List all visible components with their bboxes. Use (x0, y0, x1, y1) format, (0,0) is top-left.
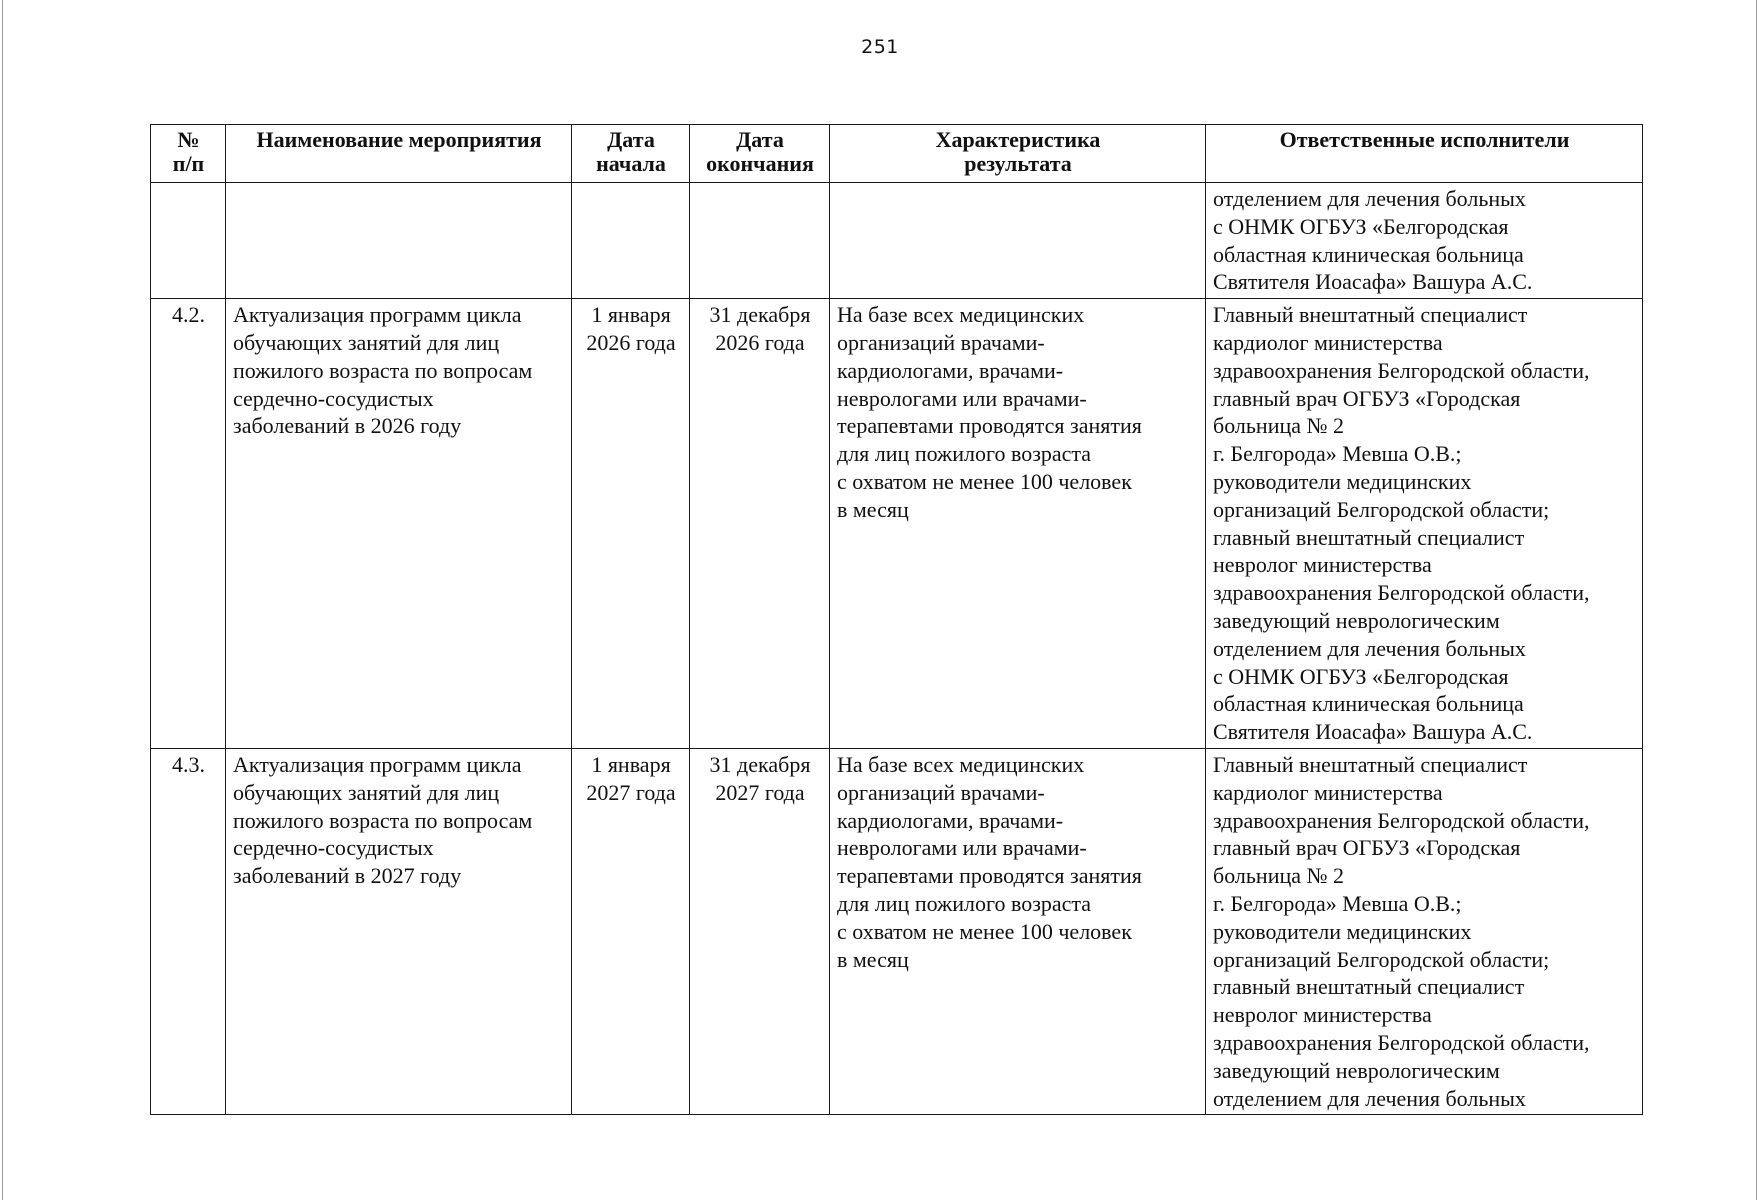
cell-text-line: Святителя Иоасафа» Вашура А.С. (1213, 719, 1533, 745)
header-responsible (1206, 125, 1643, 183)
scan-edge-left (2, 0, 3, 1200)
cell-responsible (1206, 183, 1643, 299)
cell-text-line: 2026 года (715, 329, 805, 355)
cell-text-line: заболеваний в 2026 году (233, 413, 462, 439)
header-number (151, 125, 226, 183)
cell-text-line: с ОНМК ОГБУЗ «Белгородская (1213, 213, 1509, 239)
cell-text-line: отделением для лечения больных (1213, 1085, 1526, 1111)
cell-text-line: кардиолог министерства (1213, 779, 1443, 805)
cell-text-line: терапевтами проводятся занятия (837, 863, 1142, 889)
cell-text-line: пожилого возраста по вопросам (233, 807, 533, 833)
header-line: Ответственные исполнители (1279, 127, 1570, 152)
cell-text-line: с охватом не менее 100 человек (837, 468, 1132, 494)
cell-text-line: невролог министерства (1213, 552, 1432, 578)
scan-edge-right (1756, 0, 1757, 1200)
cell-text-line: Святителя Иоасафа» Вашура А.С. (1213, 269, 1533, 295)
cell-text-line: На базе всех медицинских (837, 751, 1085, 777)
cell-text-line: с ОНМК ОГБУЗ «Белгородская (1213, 663, 1509, 689)
cell-text-line: главный врач ОГБУЗ «Городская (1213, 835, 1521, 861)
cell-text-line: организаций врачами- (837, 779, 1045, 805)
cell-text-line: пожилого возраста по вопросам (233, 357, 533, 383)
cell-text-line: больница № 2 (1213, 413, 1344, 439)
cell-text-line: организаций Белгородской области; (1213, 496, 1550, 522)
cell-text-line: кардиологами, врачами- (837, 357, 1064, 383)
cell-text-line: Актуализация программ цикла (233, 302, 522, 328)
cell-text-line: больница № 2 (1213, 863, 1344, 889)
cell-text-line: 2027 года (715, 779, 805, 805)
cell-text-line: руководители медицинских (1213, 468, 1472, 494)
cell-text-line: для лиц пожилого возраста (837, 890, 1092, 916)
cell-text-line: обучающих занятий для лиц (233, 329, 500, 355)
cell-text-line: неврологами или врачами- (837, 835, 1087, 861)
cell-text-line: сердечно-сосудистых (233, 835, 434, 861)
cell-text-line: областная клиническая больница (1213, 691, 1524, 717)
cell-text-line: здравоохранения Белгородской области, (1213, 807, 1590, 833)
cell-text-line: заболеваний в 2027 году (233, 863, 462, 889)
cell-text-line: невролог министерства (1213, 1002, 1432, 1028)
cell-text-line: здравоохранения Белгородской области, (1213, 580, 1590, 606)
cell-text-line: с охватом не менее 100 человек (837, 918, 1132, 944)
cell-start-date (572, 299, 690, 749)
header-line: результата (964, 151, 1072, 176)
table-row (151, 183, 1643, 299)
header-activity-name (226, 125, 572, 183)
page-number: 251 (861, 36, 899, 58)
cell-text-line: главный внештатный специалист (1213, 974, 1525, 1000)
header-line: начала (596, 151, 666, 176)
cell-text-line: заведующий неврологическим (1213, 607, 1500, 633)
cell-responsible (1206, 299, 1643, 749)
cell-text-line: На базе всех медицинских (837, 302, 1085, 328)
cell-responsible (1206, 748, 1643, 1114)
cell-text-line: для лиц пожилого возраста (837, 441, 1092, 467)
cell-text-line: г. Белгорода» Мевша О.В.; (1213, 890, 1462, 916)
cell-text-line: неврологами или врачами- (837, 385, 1087, 411)
cell-text-line: областная клиническая больница (1213, 241, 1524, 267)
cell-text-line: 31 декабря (709, 302, 811, 328)
header-end-date (690, 125, 830, 183)
cell-result-characteristic (830, 299, 1206, 749)
cell-text-line: в месяц (837, 946, 909, 972)
cell-text-line: руководители медицинских (1213, 918, 1472, 944)
header-line: окончания (706, 151, 814, 176)
cell-text-line: здравоохранения Белгородской области, (1213, 1029, 1590, 1055)
cell-activity-name (226, 748, 572, 1114)
cell-text-line: организаций врачами- (837, 329, 1045, 355)
cell-text-line: Актуализация программ цикла (233, 751, 522, 777)
cell-text-line: заведующий неврологическим (1213, 1057, 1500, 1083)
cell-text-line: сердечно-сосудистых (233, 385, 434, 411)
header-line: Дата (736, 127, 784, 152)
cell-text-line: отделением для лечения больных (1213, 635, 1526, 661)
cell-text-line: 1 января (591, 302, 671, 328)
cell-activity-name (226, 299, 572, 749)
cell-text-line: здравоохранения Белгородской области, (1213, 357, 1590, 383)
cell-text-line: кардиологами, врачами- (837, 807, 1064, 833)
header-line: Характеристика (935, 127, 1101, 152)
cell-text-line: Главный внештатный специалист (1213, 302, 1528, 328)
cell-text-line: Главный внештатный специалист (1213, 751, 1528, 777)
cell-text-line: г. Белгорода» Мевша О.В.; (1213, 441, 1462, 467)
table-header-row (151, 125, 1643, 183)
cell-text-line: 1 января (591, 751, 671, 777)
cell-end-date (690, 748, 830, 1114)
header-result-characteristic (830, 125, 1206, 183)
header-line: Дата (607, 127, 655, 152)
cell-number: 4.2. (151, 299, 226, 749)
cell-text-line: главный внештатный специалист (1213, 524, 1525, 550)
cell-end-date (690, 183, 830, 299)
header-line: п/п (172, 151, 205, 176)
header-line: № (177, 127, 200, 152)
cell-result-characteristic (830, 183, 1206, 299)
table-body (151, 183, 1643, 1115)
cell-text-line: терапевтами проводятся занятия (837, 413, 1142, 439)
table-row (151, 748, 1643, 1114)
header-start-date (572, 125, 690, 183)
table-row (151, 299, 1643, 749)
cell-text-line: организаций Белгородской области; (1213, 946, 1550, 972)
cell-start-date (572, 748, 690, 1114)
header-line: Наименование мероприятия (256, 127, 542, 152)
cell-text-line: в месяц (837, 496, 909, 522)
cell-activity-name (226, 183, 572, 299)
activities-table (150, 124, 1643, 1115)
cell-text-line: кардиолог министерства (1213, 329, 1443, 355)
cell-text-line: 2027 года (586, 779, 676, 805)
cell-text-line: 31 декабря (709, 751, 811, 777)
cell-text-line: обучающих занятий для лиц (233, 779, 500, 805)
cell-number (151, 183, 226, 299)
cell-text-line: отделением для лечения больных (1213, 186, 1526, 211)
cell-text-line: 2026 года (586, 329, 676, 355)
cell-end-date (690, 299, 830, 749)
cell-text-line: главный врач ОГБУЗ «Городская (1213, 385, 1521, 411)
cell-result-characteristic (830, 748, 1206, 1114)
cell-number: 4.3. (151, 748, 226, 1114)
cell-start-date (572, 183, 690, 299)
